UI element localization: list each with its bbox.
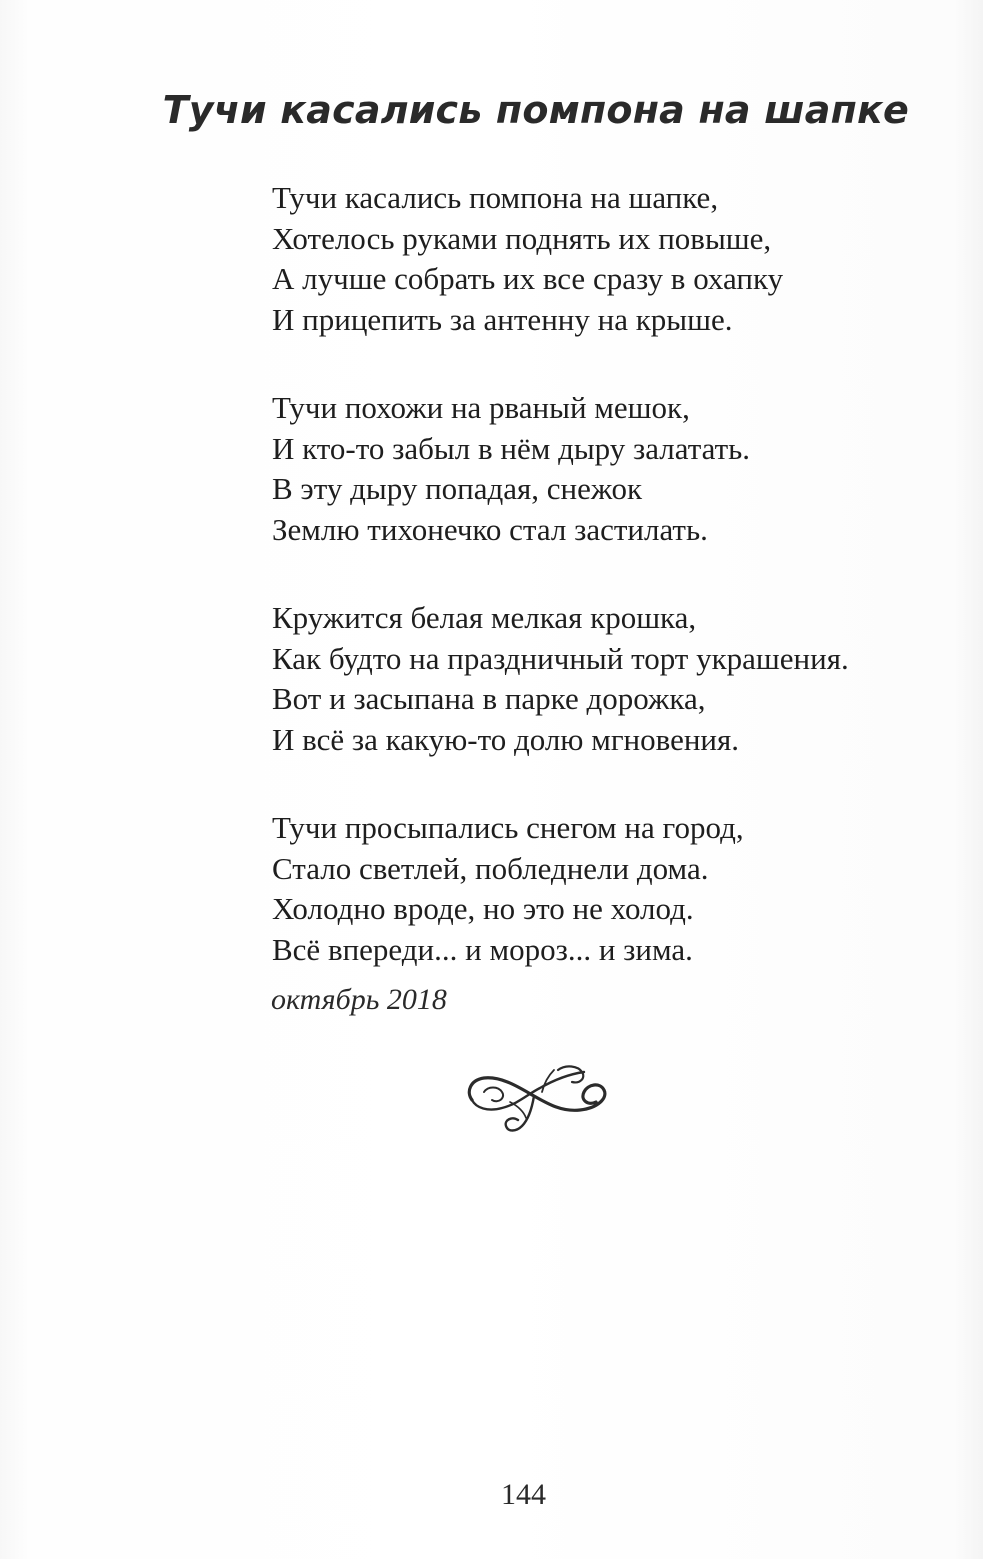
poem-line: Тучи просыпались снегом на город, <box>272 810 744 845</box>
poem-title: Тучи касались помпона на шапке <box>162 88 909 132</box>
poem-line: Хотелось руками поднять их повыше, <box>272 220 772 256</box>
poem-line: Кружится белая мелкая крошка, <box>272 600 697 635</box>
flourish-ornament-icon <box>462 1062 618 1138</box>
poem-line: Как будто на праздничный торт украшения. <box>272 640 849 676</box>
poem-line: А лучше собрать их все сразу в охапку <box>272 261 784 296</box>
poem-line: И кто-то забыл в нём дыру залатать. <box>272 430 751 466</box>
poem-line: Всё впереди... и мороз... и зима. <box>272 931 693 967</box>
poem-line: Землю тихонечко стал застилать. <box>272 511 708 547</box>
poem-line: Тучи касались помпона на шапке, <box>272 180 719 215</box>
stanza-1 <box>272 178 932 340</box>
poem-date: октябрь 2018 <box>271 983 447 1016</box>
poem-body <box>272 178 932 1018</box>
page-number: 144 <box>501 1478 546 1511</box>
poem-line: Стало светлей, побледнели дома. <box>272 850 709 886</box>
poem-line: И прицепить за антенну на крыше. <box>272 301 733 337</box>
poem-line: В эту дыру попадая, снежок <box>272 471 643 506</box>
poem-line: Вот и засыпана в парке дорожка, <box>272 681 706 716</box>
stanza-2 <box>272 388 932 550</box>
stanza-4 <box>272 808 932 970</box>
poem-line: И всё за какую-то долю мгновения. <box>272 721 740 757</box>
poem-line: Холодно вроде, но это не холод. <box>272 891 694 926</box>
poem-line: Тучи похожи на рваный мешок, <box>272 390 690 425</box>
stanza-3 <box>272 598 932 760</box>
